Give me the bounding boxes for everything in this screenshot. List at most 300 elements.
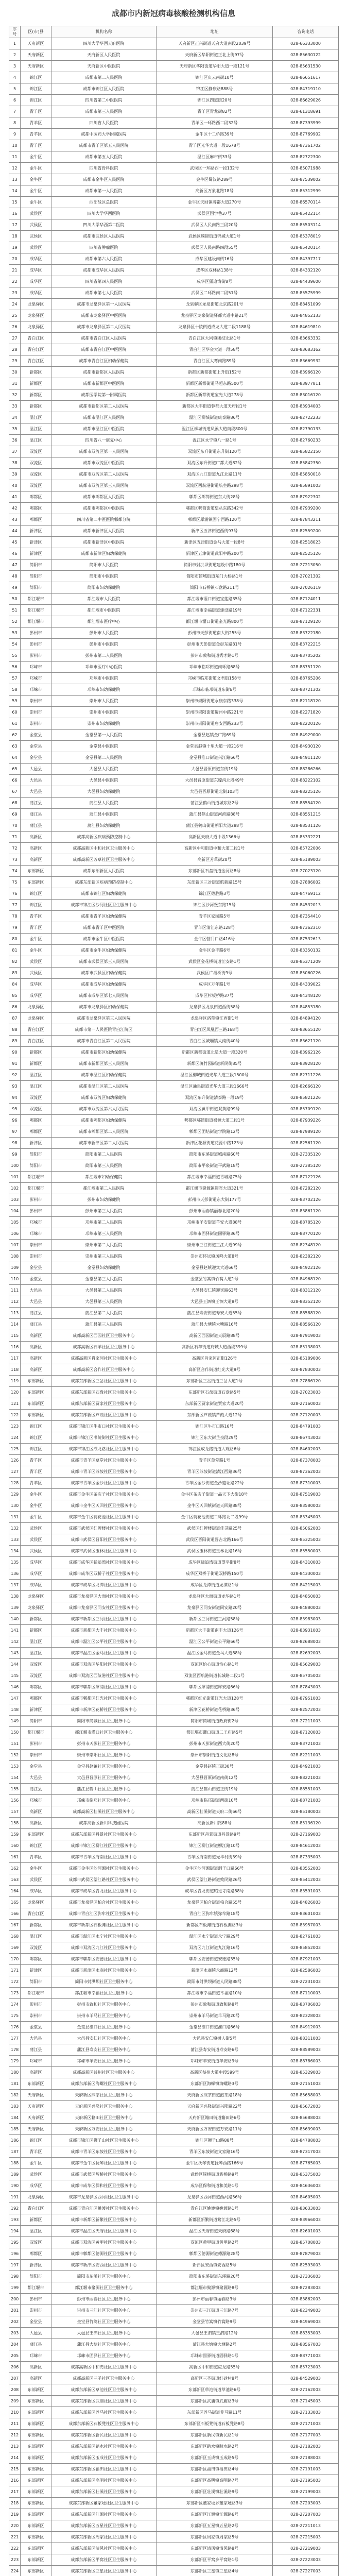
cell-number: 213 [9, 2441, 21, 2452]
table-row [9, 1557, 339, 1568]
cell-number: 88 [9, 1024, 21, 1036]
cell-address: 东部新区壮溪镇壮溪路9号 [157, 2486, 273, 2498]
table-row [9, 1330, 339, 1342]
cell-district: 武侯区 [21, 1874, 51, 1886]
cell-address: 东部新区董家埂乡董家埂路3号 [157, 2498, 273, 2509]
cell-number: 37 [9, 446, 21, 457]
cell-phone: 028-83966003 [273, 2214, 339, 2226]
cell-number: 117 [9, 1353, 21, 1364]
cell-district: 双流区 [21, 1670, 51, 1682]
cell-phone: 028-88786003 [273, 2056, 339, 2067]
table-row [9, 594, 339, 605]
cell-number: 90 [9, 1047, 21, 1058]
cell-address: 金堂县竹篙镇竹篙大道1号 [157, 1274, 273, 1285]
cell-district: 金牛区 [21, 934, 51, 945]
cell-address: 成华区猛追湾街道望平街8号 [157, 1557, 273, 1568]
cell-address: 东部新区清风镇清风路8号 [157, 2543, 273, 2554]
cell-district: 武侯区 [21, 956, 51, 968]
cell-district: 天府新区 [21, 61, 51, 72]
cell-address: 金牛区天回镇蓉都大道270号 [157, 197, 273, 208]
cell-district: 金堂县 [21, 730, 51, 741]
cell-institution: 邛崃市医疗中心医院 [51, 662, 157, 673]
cell-institution: 都江堰市中医医院 [51, 605, 157, 616]
cell-institution: 成都市青白江区中医医院 [51, 344, 157, 355]
cell-address: 锦江区沙河堡东路15号 [157, 900, 273, 911]
cell-district: 新都区 [21, 401, 51, 412]
cell-address: 天府新区万安街道万安路11号 [157, 2124, 273, 2135]
cell-number: 196 [9, 2248, 21, 2260]
cell-address: 双流区九江街道九江路16号 [157, 1942, 273, 1954]
cell-number: 194 [9, 2226, 21, 2237]
cell-phone: 028-84310003 [273, 1557, 339, 1568]
cell-address: 高新区石羊街道府城大道西段399号 [157, 1342, 273, 1353]
cell-address: 崇州市三江街道三江路7号 [157, 2305, 273, 2316]
cell-district: 金堂县 [21, 2022, 51, 2033]
cell-district: 武侯区 [21, 1534, 51, 1546]
cell-number: 131 [9, 1512, 21, 1523]
cell-number: 62 [9, 730, 21, 741]
cell-address: 青白江区大弯南路89号 [157, 355, 273, 367]
cell-number: 68 [9, 798, 21, 809]
table-row [9, 1931, 339, 1942]
cell-number: 11 [9, 151, 21, 163]
cell-number: 197 [9, 2260, 21, 2271]
table-row [9, 764, 339, 775]
table-row [9, 1863, 339, 1874]
table-row [9, 276, 339, 287]
cell-district: 金堂县 [21, 2316, 51, 2328]
cell-phone: 028-85420114 [273, 242, 339, 253]
cell-number: 206 [9, 2362, 21, 2373]
cell-phone: 028-83977811 [273, 378, 339, 389]
cell-address: 崇州市崇阳街道永康东路338号 [157, 696, 273, 707]
table-row [9, 1523, 339, 1534]
cell-district: 天府新区 [21, 2090, 51, 2101]
cell-phone: 028-84853180 [273, 1002, 339, 1013]
cell-address: 青羊区光华大道一段1678号 [157, 140, 273, 151]
cell-address: 大邑县安仁镇树人街5号 [157, 2033, 273, 2044]
cell-number: 218 [9, 2498, 21, 2509]
cell-institution: 成都东部新区疾病预防控制中心 [51, 877, 157, 888]
cell-number: 159 [9, 1829, 21, 1840]
cell-number: 31 [9, 378, 21, 389]
cell-institution: 成都市新津区中医医院 [51, 537, 157, 548]
cell-number: 78 [9, 911, 21, 922]
cell-number: 145 [9, 1670, 21, 1682]
cell-district: 双流区 [21, 1942, 51, 1954]
cell-institution: 成都市锦江区牛市口社区卫生服务中心 [51, 1421, 157, 1432]
cell-phone: 028-87129120 [273, 616, 339, 628]
cell-district: 金牛区 [21, 185, 51, 197]
cell-number: 69 [9, 809, 21, 820]
cell-district: 新都区 [21, 1614, 51, 1625]
cell-number: 171 [9, 1965, 21, 1976]
cell-address: 锦江区德胜路3号 [157, 888, 273, 900]
cell-district: 新都区 [21, 2214, 51, 2226]
table-row [9, 571, 339, 582]
cell-phone: 028-84921003 [273, 1761, 339, 1772]
cell-number: 125 [9, 1444, 21, 1455]
table-row [9, 253, 339, 265]
cell-phone: 028-27191003 [273, 2464, 339, 2475]
cell-institution: 成都市武侯区红牌楼社区卫生服务中心 [51, 1523, 157, 1534]
cell-district: 东部新区 [21, 2486, 51, 2498]
cell-district: 都江堰市 [21, 1183, 51, 1194]
cell-institution: 天府新区人民医院 [51, 49, 157, 61]
cell-number: 123 [9, 1421, 21, 1432]
cell-institution: 崇州市三江社区卫生服务中心 [51, 2305, 157, 2316]
cell-institution: 成都市温江区永宁社区卫生服务中心 [51, 1931, 157, 1942]
cell-district: 崇州市 [21, 2305, 51, 2316]
table-row [9, 2260, 339, 2271]
cell-phone: 028-83957003 [273, 1920, 339, 1931]
cell-district: 青羊区 [21, 1466, 51, 1478]
cell-institution: 成都东部新区清风社区卫生服务中心 [51, 2543, 157, 2554]
cell-phone: 028-85412003 [273, 1874, 339, 1886]
cell-phone: 028-84719110 [273, 83, 339, 95]
cell-address: 龙泉驿区大面街道龙华路1号 [157, 1591, 273, 1602]
cell-address: 武侯区簇锦街道锦城大道1号 [157, 231, 273, 242]
cell-institution: 四川大学华西天府医院 [51, 38, 157, 49]
cell-institution: 成都高新区石羊社区卫生服务中心 [51, 1342, 157, 1353]
cell-number: 1 [9, 38, 21, 49]
cell-district: 武侯区 [21, 1523, 51, 1534]
table-row [9, 435, 339, 446]
cell-number: 177 [9, 2033, 21, 2044]
cell-number: 44 [9, 526, 21, 537]
cell-address: 锦江区庆云南街10号 [157, 72, 273, 83]
cell-institution: 成都市郫都区妇幼保健院 [51, 1115, 157, 1126]
cell-institution: 成都市温江区中医医院 [51, 423, 157, 435]
cell-number: 96 [9, 1115, 21, 1126]
cell-address: 新津区安西镇安西路5号 [157, 2260, 273, 2271]
cell-address: 青羊区清江东路128号 [157, 922, 273, 934]
cell-institution: 成都高新区中和社区卫生服务中心 [51, 843, 157, 854]
cell-district: 东部新区 [21, 2418, 51, 2430]
table-row [9, 1194, 339, 1206]
cell-phone: 028-83722180 [273, 628, 339, 639]
cell-address: 新都区新都街道马超东路500号 [157, 378, 273, 389]
cell-institution: 都江堰市医疗中心 [51, 616, 157, 628]
cell-number: 66 [9, 775, 21, 786]
cell-institution: 成都东部新区踏水社区卫生服务中心 [51, 2441, 157, 2452]
table-row [9, 1308, 339, 1319]
cell-number: 157 [9, 1806, 21, 1818]
cell-institution: 成都市新都区三河社区卫生服务中心 [51, 1614, 157, 1625]
cell-district: 天府新区 [21, 38, 51, 49]
cell-district: 彭州市 [21, 628, 51, 639]
cell-phone: 028-82348120 [273, 1240, 339, 1251]
cell-number: 93 [9, 1081, 21, 1092]
cell-phone: 028-85138003 [273, 1342, 339, 1353]
cell-phone: 028-85325003 [273, 1534, 339, 1546]
cell-number: 36 [9, 435, 21, 446]
table-row [9, 684, 339, 696]
cell-number: 120 [9, 1387, 21, 1398]
table-row [9, 1013, 339, 1024]
cell-phone: 028-87830003 [273, 1364, 339, 1376]
cell-phone: 028-27021302 [273, 571, 339, 582]
cell-institution: 崇州市人民医院 [51, 696, 157, 707]
cell-institution: 成都市金牛区人民医院 [51, 174, 157, 185]
cell-number: 169 [9, 1942, 21, 1954]
cell-phone: 028-61318691 [273, 106, 339, 117]
cell-district: 双流区 [21, 457, 51, 469]
cell-institution: 成都市青白江区妇幼保健院 [51, 355, 157, 367]
table-row [9, 650, 339, 662]
cell-address: 武侯区人民南路三段20号 [157, 219, 273, 231]
document-title: 成都市内新冠病毒核酸检测机构信息 [111, 9, 235, 18]
table-row [9, 129, 339, 140]
table-row [9, 503, 339, 514]
cell-address: 天府新区华阳街道正北上街97号 [157, 49, 273, 61]
table-row [9, 809, 339, 820]
cell-phone: 028-88721302 [273, 684, 339, 696]
cell-address: 金牛区荷花池街道二环路北二段99号 [157, 1512, 273, 1523]
cell-phone: 028-85709120 [273, 1104, 339, 1115]
cell-district: 双流区 [21, 1092, 51, 1104]
cell-number: 18 [9, 231, 21, 242]
table-row [9, 2532, 339, 2543]
cell-phone: 028-84894120 [273, 1013, 339, 1024]
cell-district: 东部新区 [21, 1376, 51, 1387]
table-row [9, 1954, 339, 1965]
table-row [9, 1478, 339, 1489]
cell-number: 192 [9, 2203, 21, 2214]
cell-address: 金堂县赵镇迎宾大道66号 [157, 1262, 273, 1274]
cell-phone: 028-82559200 [273, 526, 339, 537]
cell-number: 25 [9, 310, 21, 321]
cell-address: 东部新区三星镇三星路4号 [157, 2566, 273, 2576]
table-row [9, 2452, 339, 2464]
table-row [9, 72, 339, 83]
cell-phone: 028-87769902 [273, 129, 339, 140]
cell-phone: 028-88451099 [273, 299, 339, 310]
cell-number: 109 [9, 1262, 21, 1274]
cell-address: 龙泉驿区西河街道西河路56号 [157, 2192, 273, 2203]
cell-district: 郫都区 [21, 1682, 51, 1693]
cell-district: 高新区 [21, 854, 51, 866]
cell-district: 青羊区 [21, 117, 51, 129]
cell-phone: 028-82118120 [273, 696, 339, 707]
cell-phone: 028-27177003 [273, 2430, 339, 2441]
cell-institution: 成都高新区合作社区卫生服务中心 [51, 1364, 157, 1376]
cell-number: 164 [9, 1886, 21, 1897]
cell-phone: 028-85136120 [273, 1818, 339, 1829]
cell-number: 167 [9, 1920, 21, 1931]
table-row [9, 83, 339, 95]
cell-number: 45 [9, 537, 21, 548]
table-row [9, 979, 339, 990]
table-row [9, 242, 339, 253]
cell-address: 东部新区踏水镇踏水路2号 [157, 2441, 273, 2452]
table-row [9, 696, 339, 707]
cell-institution: 邛崃市第三人民医院 [51, 1228, 157, 1240]
cell-number: 99 [9, 1149, 21, 1160]
cell-number: 28 [9, 344, 21, 355]
cell-institution: 成都市新津区人民医院 [51, 526, 157, 537]
cell-address: 新津区五津街道金马大道一段8号 [157, 537, 273, 548]
cell-district: 新都区 [21, 378, 51, 389]
cell-address: 金堂县竹篙镇竹篙路9号 [157, 2316, 273, 2328]
cell-phone: 028-85723003 [273, 2362, 339, 2373]
cell-phone: 028-27199003 [273, 2486, 339, 2498]
cell-phone: 028-88531126 [273, 820, 339, 832]
cell-district: 成华区 [21, 276, 51, 287]
table-row [9, 1727, 339, 1738]
table-row [9, 299, 339, 310]
cell-phone: 028-87122126 [273, 1172, 339, 1183]
cell-phone: 028-85672003 [273, 2101, 339, 2112]
cell-phone: 028-84911120 [273, 752, 339, 764]
cell-district: 天府新区 [21, 2101, 51, 2112]
cell-address: 温江区金马街道金马大道88号 [157, 1648, 273, 1659]
cell-address: 武侯区国学巷37号 [157, 208, 273, 219]
cell-institution: 彭州市丽春社区卫生服务中心 [51, 2294, 157, 2305]
cell-institution: 成都市龙泉驿区柏合社区卫生服务中心 [51, 1897, 157, 1908]
cell-number: 17 [9, 219, 21, 231]
cell-phone: 028-84619810 [273, 321, 339, 333]
cell-address: 天府新区煎茶街道煎茶路18号 [157, 2090, 273, 2101]
cell-institution: 四川省第四人民医院 [51, 276, 157, 287]
cell-number: 198 [9, 2271, 21, 2282]
cell-district: 青白江区 [21, 2203, 51, 2214]
cell-address: 邛崃市临邛街道文君街158号 [157, 673, 273, 684]
table-row [9, 2509, 339, 2520]
cell-number: 137 [9, 1580, 21, 1591]
cell-phone: 028-88551003 [273, 1784, 339, 1795]
cell-district: 都江堰市 [21, 1988, 51, 1999]
cell-address: 都江堰市聚源镇聚源路8号 [157, 2282, 273, 2294]
cell-institution: 四川省八一康复中心 [51, 435, 157, 446]
cell-number: 144 [9, 1659, 21, 1670]
cell-address: 青白江区凤凰西三路168号 [157, 1024, 273, 1036]
cell-district: 武侯区 [21, 1546, 51, 1557]
cell-number: 14 [9, 185, 21, 197]
cell-number: 118 [9, 1364, 21, 1376]
table-row [9, 945, 339, 956]
table-row [9, 707, 339, 718]
cell-institution: 成都市金牛区妇幼保健院 [51, 945, 157, 956]
cell-district: 东部新区 [21, 1829, 51, 1840]
cell-number: 13 [9, 174, 21, 185]
cell-phone: 028-82572003 [273, 1704, 339, 1716]
cell-institution: 简阳市第二人民医院 [51, 1149, 157, 1160]
cell-institution: 成都市青白江区弥牟社区卫生服务中心 [51, 1908, 157, 1920]
cell-number: 176 [9, 2022, 21, 2033]
cell-phone: 028-82760233 [273, 435, 339, 446]
cell-institution: 成都市青白江区姚渡社区卫生服务中心 [51, 2203, 157, 2214]
cell-institution: 成都市成华区第七人民医院 [51, 990, 157, 1002]
cell-institution: 成都市温江区人民医院 [51, 412, 157, 423]
cell-institution: 成都市温江区第二人民医院 [51, 1081, 157, 1092]
cell-number: 147 [9, 1693, 21, 1704]
cell-district: 高新区 [21, 1353, 51, 1364]
cell-number: 223 [9, 2554, 21, 2566]
table-row [9, 2305, 339, 2316]
cell-phone: 028-83721003 [273, 1738, 339, 1750]
cell-institution: 成都东部新区三星社区卫生服务中心 [51, 2566, 157, 2576]
cell-district: 新都区 [21, 367, 51, 378]
cell-address: 新津区花桥街道花桥路36号 [157, 1704, 273, 1716]
cell-institution: 蒲江县鹤山社区卫生服务中心 [51, 1784, 157, 1795]
table-row [9, 1319, 339, 1330]
cell-address: 彭州市丽春镇丽春北路20号 [157, 1206, 273, 1217]
cell-address: 都江堰市幸福街道幸福路10号 [157, 1988, 273, 1999]
cell-institution: 成都市郫都区人民医院 [51, 492, 157, 503]
table-row [9, 1568, 339, 1580]
cell-phone: 028-88589003 [273, 2044, 339, 2056]
cell-address: 青羊区苏坡街道清江西路36号 [157, 1466, 273, 1478]
cell-address: 成华区青龙街道昭觉寺南路88号 [157, 1886, 273, 1897]
table-row [9, 1738, 339, 1750]
cell-number: 207 [9, 2373, 21, 2384]
cell-district: 金牛区 [21, 163, 51, 174]
table-row [9, 1852, 339, 1863]
cell-district: 青白江区 [21, 1036, 51, 1047]
cell-number: 9 [9, 129, 21, 140]
cell-district: 东部新区 [21, 877, 51, 888]
cell-district: 天府新区 [21, 2112, 51, 2124]
cell-address: 成华区双林路138号 [157, 265, 273, 276]
cell-institution: 成都市金牛区荷花池社区卫生服务中心 [51, 1512, 157, 1523]
cell-address: 郫都区郫筒街道东大街28号 [157, 492, 273, 503]
cell-district: 大邑县 [21, 2033, 51, 2044]
cell-district: 东部新区 [21, 2078, 51, 2090]
table-row [9, 730, 339, 741]
cell-address: 彭州市天彭街道西大街20号 [157, 1738, 273, 1750]
cell-district: 锦江区 [21, 900, 51, 911]
cell-phone: 028-27231003 [273, 1976, 339, 1988]
cell-number: 23 [9, 287, 21, 299]
table-row [9, 1444, 339, 1455]
cell-phone: 028-85722006 [273, 843, 339, 854]
cell-address: 青羊区一环路西二段32号 [157, 117, 273, 129]
cell-district: 龙泉驿区 [21, 321, 51, 333]
cell-address: 金牛区抚琴街道抚琴西路166号 [157, 2158, 273, 2169]
cell-number: 60 [9, 707, 21, 718]
cell-district: 大邑县 [21, 764, 51, 775]
cell-phone: 028-85329003 [273, 2067, 339, 2078]
cell-number: 158 [9, 1818, 21, 1829]
cell-address: 郫都区犀浦街道犀安路66号 [157, 1682, 273, 1693]
cell-number: 82 [9, 956, 21, 968]
table-row [9, 1274, 339, 1285]
cell-phone: 028-27133003 [273, 2407, 339, 2418]
table-row [9, 287, 339, 299]
cell-address: 东部新区福田镇福田路4号 [157, 2464, 273, 2475]
cell-institution: 成都市武侯区玉林社区卫生服务中心 [51, 1546, 157, 1557]
cell-address: 郫都区郫筒街道望丛东路342号 [157, 503, 273, 514]
cell-address: 龙泉驿区龙泉街道驿都大道中路21号 [157, 310, 273, 321]
table-row [9, 140, 339, 151]
cell-institution: 成都市成华区妇幼保健院 [51, 979, 157, 990]
cell-institution: 成都东部新区石板凳社区卫生服务中心 [51, 2418, 157, 2430]
table-row [9, 2316, 339, 2328]
cell-address: 高新区桂溪街道天府二街66号 [157, 1806, 273, 1818]
cell-institution: 大邑县安仁社区卫生服务中心 [51, 2033, 157, 2044]
cell-address: 简阳市简城街道政府街2号 [157, 1716, 273, 1727]
cell-institution: 成都市双流区第一人民医院 [51, 446, 157, 457]
cell-institution: 成都高新区三圣社区卫生服务中心 [51, 2373, 157, 2384]
cell-institution: 成都市成华区双桥子社区卫生服务中心 [51, 1568, 157, 1580]
cell-number: 175 [9, 2010, 21, 2022]
table-row [9, 2350, 339, 2362]
cell-district: 大邑县 [21, 786, 51, 798]
cell-phone: 028-85850018 [273, 469, 339, 480]
cell-phone: 028-87539002 [273, 174, 339, 185]
column-header-district: 区(市)县 [21, 26, 51, 38]
